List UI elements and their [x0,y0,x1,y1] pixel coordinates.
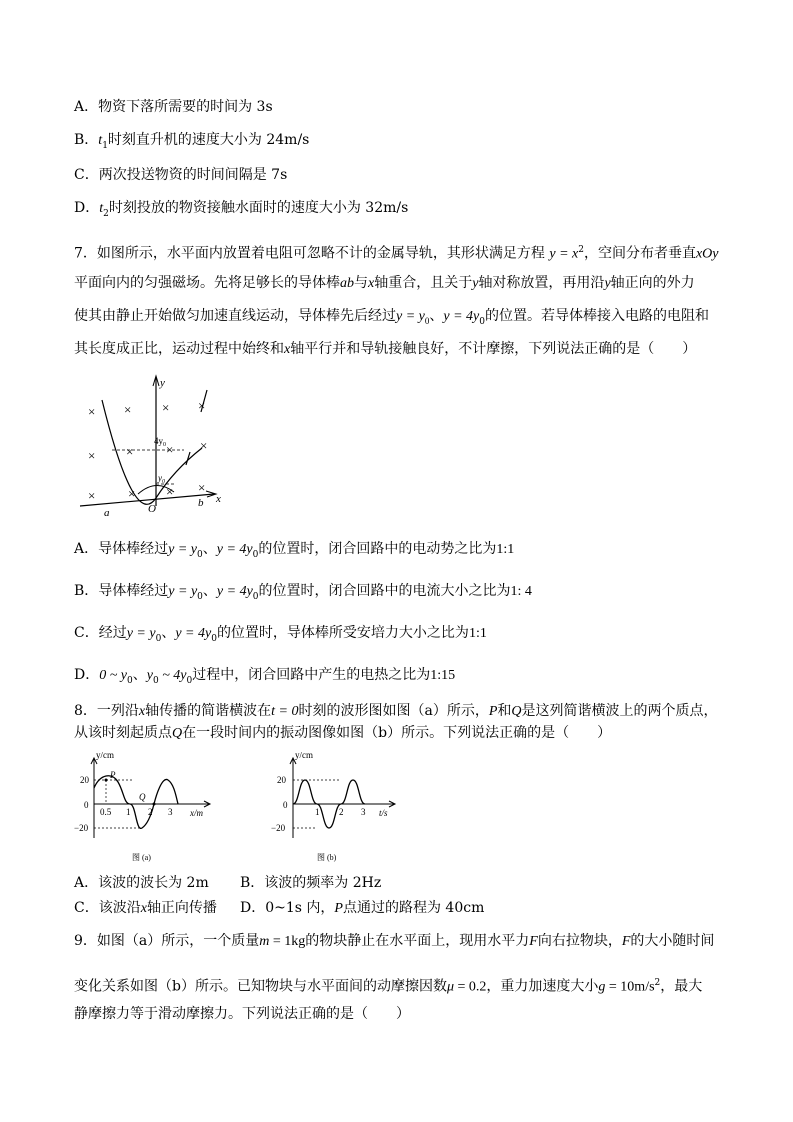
field-cross: × [126,444,134,459]
q7-text: 轴正向的外力 [610,275,695,291]
origin-label: O [148,503,156,515]
q6-option-b-sub: 1 [102,140,108,151]
q7-stem-line-3 [74,307,709,331]
tick-1: 1 [126,807,131,817]
q8-stem-line-2 [74,724,611,743]
q7-option-b [74,582,532,606]
q7-axis-x: x [284,342,291,357]
tick-2: 2 [339,807,344,817]
q8-option-c [74,899,217,918]
mu-symbol: μ [446,979,454,995]
pos-2: y = 4y [175,626,212,641]
separator: 、 [161,625,176,641]
separator: 、 [202,583,217,599]
x-axis-label: x [216,493,221,505]
tick-3: 3 [168,807,173,817]
g-symbol: g [598,979,606,995]
time-zero: t = 0 [271,704,299,719]
pos-1: y = y [168,584,198,599]
field-cross: × [88,488,96,503]
q7-pos-1: y = y [396,309,425,324]
q7-option-d [74,666,455,690]
q6-option-a: A．物资下落所需要的时间为 3s [74,99,273,115]
q8-text: 是这列简谐横波上的两个质点， [521,703,718,719]
q7-text: 轴对称放置，再用沿 [478,275,605,291]
range-2-start-sub: 0 [152,675,159,686]
q8-stem-line-1 [74,702,718,721]
tick-20: 20 [80,775,89,785]
x-axis-label: x/m [190,808,203,818]
q8-text: 在一段时间内的振动图像如图（b）所示。下列说法正确的是（ ） [182,725,612,741]
label-y0 [157,473,165,485]
q7-rod-name: ab [340,276,354,291]
q7-option-c [74,624,487,648]
axis-x: x [138,704,146,719]
ratio: 1:1 [496,542,515,557]
q7-axis-y: y [472,276,479,291]
q8-option-a: A．该波的波长为 2m [74,875,209,891]
pos-2: y = 4y [216,542,253,557]
wave-curve [94,776,178,829]
q7-option-a-text: A．导体棒经过 [74,541,169,557]
axis-x: x [140,901,147,916]
q7-stem-line-1 [74,241,719,264]
q6-option-d-prefix: D． [74,200,100,216]
pos-1: y = y [126,626,156,641]
field-cross: × [124,402,132,417]
tick-minus-20: −20 [271,823,286,833]
q8-option-c-text: 轴正向传播 [146,900,217,916]
q7-option-a-text: 的位置时，闭合回路中的电动势之比为 [258,541,497,557]
q7-option-b-text: 的位置时，闭合回路中的电流大小之比为 [258,583,511,599]
q9-text: 的物块静止在水平面上，现用水平力 [305,933,530,949]
q9-stem-line-2 [74,974,702,997]
q8-text: 时刻的波形图如图（a）所示， [298,703,489,719]
point-q-dot [153,803,156,806]
point-p: P [488,704,498,719]
q6-option-b-text: 时刻直升机的速度大小为 24m/s [107,132,310,148]
mass-value: = 1kg [269,934,306,949]
tick-20: 20 [277,775,286,785]
q7-text: 7．如图所示，水平面内放置着电阻可忽略不计的金属导轨，其形状满足方程 [74,245,545,262]
q7-axis-x: x [368,276,375,291]
tick-2: 2 [148,807,153,817]
q9-text: 变化关系如图（b）所示。已知物块与水平面间的动摩擦因数 [74,978,447,995]
q9-text: 9．如图（a）所示，一个质量 [74,933,260,949]
pos-1-sub: 0 [197,591,203,602]
end-a-label: a [104,507,110,519]
q7-figure [74,370,254,520]
field-cross: × [128,486,136,501]
g-power: 2 [654,978,661,988]
q-label: Q [139,792,146,802]
q6-option-b-t: t [98,133,103,148]
q7-text: 其长度成正比，运动过程中始终和 [74,341,284,357]
force-symbol: F [621,934,631,949]
point-p-dot [105,779,108,782]
q8-figure-a [72,752,222,864]
pos-2-sub: 0 [252,591,259,602]
q7-option-b-text: B．导体棒经过 [74,583,169,599]
figure-a-caption: 图 (a) [132,853,151,862]
t-axis-label: t/s [379,808,388,818]
q8-text: 和 [497,703,512,719]
field-cross: × [162,400,170,415]
q7-text: 与 [354,275,368,291]
y-axis-label: y/cm [96,752,114,760]
q8-option-d-text: 点通过的路程为 40cm [342,900,485,916]
q7-option-c-text: C．经过 [74,625,127,641]
separator: 、 [132,667,147,683]
label-4y0-main: 4y [154,436,163,446]
pos-2-sub: 0 [252,549,259,560]
y-axis-label: y [160,377,165,389]
point-q: Q [172,726,183,741]
figure-b-caption: 图 (b) [317,853,337,862]
field-cross: × [166,442,174,457]
range-1: 0 ~ y [99,668,128,683]
point-q: Q [511,704,522,719]
q8-option-d [240,899,484,918]
parabola-rail [102,400,202,504]
q6-option-b-prefix: B． [74,132,99,148]
q7-plane-name: xOy [695,246,719,262]
q9-text: ，最大 [660,978,703,995]
field-cross: × [88,404,96,419]
q7-option-d-text: D． [74,667,100,683]
q7-option-d-text: 过程中，闭合回路中产生的电热之比为 [192,667,431,683]
q6-option-d-text: 时刻投放的物资接触水面时的速度大小为 32m/s [108,200,409,216]
q7-text: ，空间分布者垂直 [583,245,696,262]
field-cross: × [198,480,206,495]
q7-text: 轴重合，且关于 [374,275,473,291]
end-b-label: b [198,497,204,509]
q6-option-d-t: t [99,201,104,216]
label-4y0-sub: 0 [163,442,166,448]
q8-text: 轴传播的简谐横波在 [145,703,272,719]
force-symbol: F [529,934,538,949]
mu-value: = 0.2 [454,979,487,995]
tick-0: 0 [283,800,288,810]
q9-text: ，重力加速度大小 [486,978,599,995]
label-y0-main: y [158,473,162,483]
q7-text: 的位置。若导体棒接入电路的电阻和 [484,308,709,324]
pos-2-sub: 0 [211,633,217,644]
pos-2: y = 4y [216,584,253,599]
field-cross: × [88,448,96,463]
q6-option-d-sub: 2 [103,208,109,219]
q7-stem-line-4 [74,340,696,359]
ratio: 1:15 [430,668,456,683]
pos-1: y = y [168,542,197,557]
q9-stem-line-3: 静摩擦力等于滑动摩擦力。下列说法正确的是（ ） [74,1006,410,1022]
mass-symbol: m [259,934,270,949]
range-2-end: ~ 4y [158,668,187,683]
q9-text: 的大小随时间 [630,933,715,949]
ratio: 1:1 [468,626,487,641]
ratio: 1: 4 [510,584,532,599]
tick-0-5: 0.5 [100,807,112,817]
q7-text: 使其由静止开始做匀加速直线运动，导体棒先后经过 [74,308,396,324]
q8-text: 8．一列沿 [74,703,139,719]
q7-text: 轴平行并和导轨接触良好，不计摩擦，下列说法正确的是（ ） [290,341,697,357]
q6-option-b [74,131,309,155]
point-p: P [334,901,343,916]
q7-axis-y: y [604,276,611,291]
tick-0: 0 [84,800,89,810]
q7-pos-2: y = 4y [443,309,480,324]
q8-option-b: B．该波的频率为 2Hz [240,875,382,891]
q8-option-d-text: D．0~1s 内， [240,900,335,916]
field-cross: × [166,484,174,499]
q7-text: 、 [429,308,444,324]
q7-option-c-text: 的位置时，导体棒所受安培力大小之比为 [216,625,469,641]
q6-option-c: C．两次投送物资的时间间隔是 7s [74,167,288,183]
q7-stem-line-2 [74,274,695,293]
tick-3: 3 [361,807,366,817]
q9-stem-line-1 [74,932,714,951]
q8-option-c-text: C．该波沿 [74,900,141,916]
tick-1: 1 [315,807,320,817]
q6-option-d [74,199,408,223]
label-y0-sub: 0 [162,479,165,485]
q8-figure-b [255,752,405,864]
range-2-end-sub: 0 [186,675,193,686]
field-cross: × [198,398,206,413]
q9-text: 向右拉物块， [537,933,622,949]
q7-text: 平面向内的匀强磁场。先将足够长的导体棒 [74,275,340,291]
range-1-sub: 0 [127,675,133,686]
q7-pos-1-sub: 0 [424,315,430,326]
pos-1-sub: 0 [197,549,203,560]
pos-1-sub: 0 [155,633,162,644]
field-cross: × [200,438,208,453]
y-axis-label: y/cm [295,752,313,760]
g-value: = 10m/s [605,979,655,995]
q8-text: 从该时刻起质点 [74,725,172,741]
q7-equation-power: 2 [578,245,584,255]
range-2-start: y [146,668,153,683]
p-label: P [110,770,116,780]
q7-equation: y = x [549,246,579,262]
separator: 、 [202,541,217,557]
q7-pos-2-sub: 0 [479,316,485,327]
tick-minus-20: −20 [74,823,89,833]
q7-option-a [74,540,514,564]
